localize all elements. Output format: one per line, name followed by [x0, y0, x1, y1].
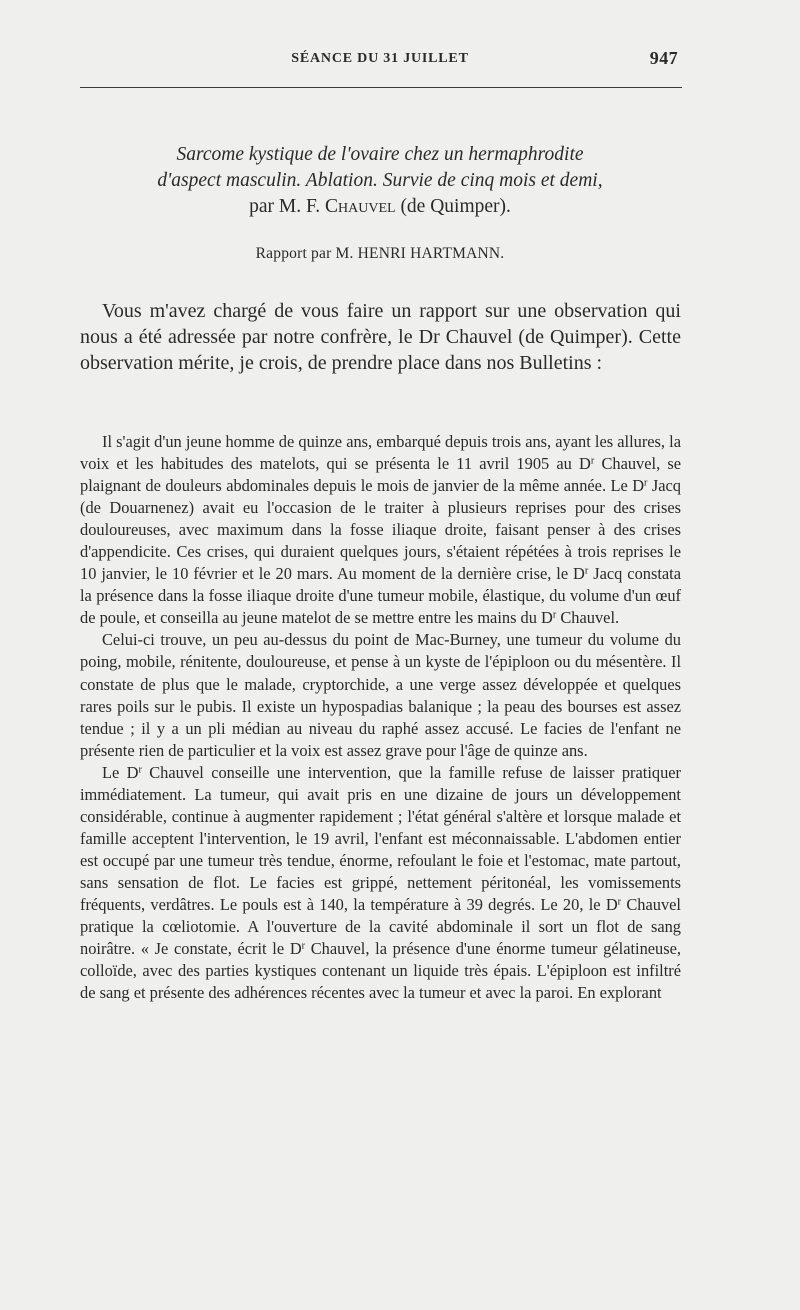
header-title: SÉANCE DU 31 JUILLET — [291, 51, 469, 66]
page-number: 947 — [649, 48, 678, 68]
rapport-line: Rapport par M. HENRI HARTMANN. — [255, 245, 505, 262]
author-name: Chauvel — [325, 196, 396, 217]
body-paragraph-2: Celui-ci trouve, un peu au-dessus du point de Mac-Burney, une tumeur du volume du poing, mobile, rénitente, douloureuse, et pense à un kyste de l'épiploon ou du mésentère. Il constate de plus que le malade, cryptorchide, a une verge assez développée et quelques rares poils sur le pubis. Il existe un hypospadias balanique ; la peau des bourses est assez tendue ; il y a un pli médian au niveau du raphé assez accusé. Le facies de l'enfant ne présente rien de particulier et la voix est assez grave pour l'âge de quinze ans. — [80, 630, 681, 760]
body-text — [80, 431, 681, 1004]
intro-paragraph: Vous m'avez chargé de vous faire un rapport sur une observation qui nous a été adressée par notre confrère, le Dr Chauvel (de Quimper). Cette observation mérite, je crois, de prendre place dans nos Bulletins : — [80, 300, 681, 374]
body-paragraph-3: Le $D^r$ Chauvel conseille une intervention, que la famille refuse de laisser pratiquer immédiatement. La tumeur, qui avait pris en une dizaine de jours un développement considérable, continue à augmenter rapidement ; l'état général s'altère et lorsque malade et famille acceptent l'intervention, le 19 avril, l'enfant est méconnaissable. L'abdomen entier est occupé par une tumeur très tendue, énorme, refoulant le foie et l'estomac, mate partout, sans sensation de flot. Le facies est grippé, nettement péritonéal, les vomissements fréquents, verdâtres. Le pouls est à 140, la température à 39 degrés. Le 20, le $D^r$ Chauvel pratique la cœliotomie. A l'ouverture de la cavité abdominale il sort un flot de sang noirâtre. « Je constate, écrit le $D^r$ Chauvel, la présence d'une énorme tumeur gélatineuse, colloïde, avec des parties kystiques contenant un liquide très épais. L'épiploon est infiltré de sang et présente des adhérences récentes avec la tumeur et avec la paroi. En explorant — [80, 762, 681, 1003]
title-line-1: Sarcome kystique de l'ovaire chez un hermaphrodite — [176, 144, 584, 165]
header-rule — [80, 87, 682, 88]
byline-prefix: par M. F. — [249, 196, 321, 217]
title-line-2: d'aspect masculin. Ablation. Survie de cinq mois et demi, — [157, 170, 603, 191]
author-place: (de Quimper). — [400, 196, 511, 217]
running-header — [80, 48, 680, 74]
article-title — [110, 142, 650, 220]
byline — [110, 194, 650, 220]
body-paragraph-1: Il s'agit d'un jeune homme de quinze ans, embarqué depuis trois ans, ayant les allures, la voix et les habitudes des matelots, qui se présenta le 11 avril 1905 au $D^r$ Chauvel, se plaignant de douleurs abdominales depuis le mois de janvier de la même année. Le $D^r$ Jacq (de Douarnenez) avait eu l'occasion de le traiter à plusieurs reprises pour des crises douloureuses, avec maximum dans la fosse iliaque droite, faisant penser à des crises d'appendicite. Ces crises, qui duraient quelques jours, s'étaient répétées à trois reprises le 10 janvier, le 10 février et le 20 mars. Au moment de la dernière crise, le $D^r$ Jacq constata la présence dans la fosse iliaque droite d'une tumeur mobile, élastique, du volume d'un œuf de poule, et conseilla au jeune matelot de se mettre entre les mains du $D^r$ Chauvel. — [80, 432, 681, 628]
